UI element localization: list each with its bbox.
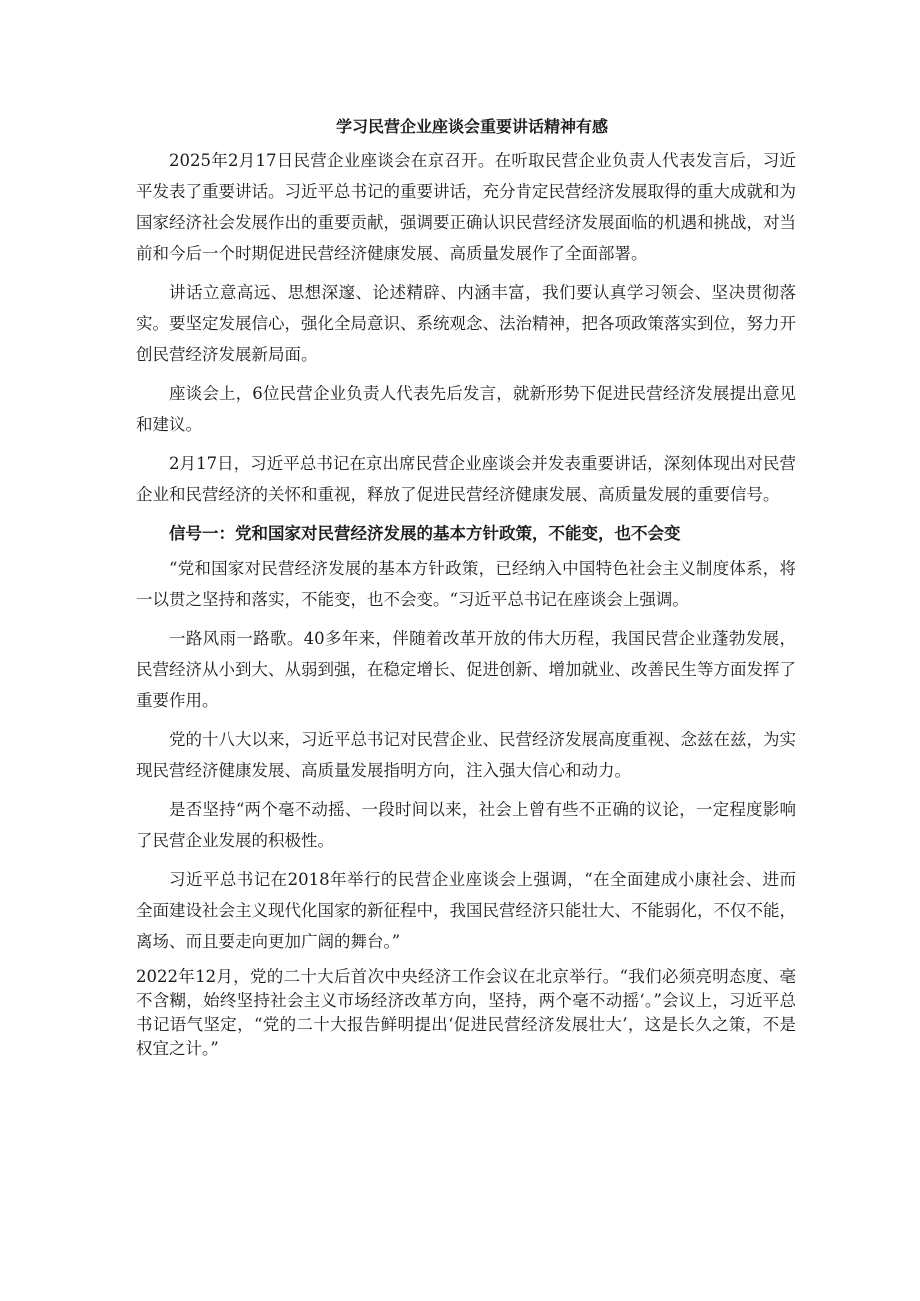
paragraph-8: 是否坚持“两个毫不动摇、一段时间以来，社会上曾有些不正确的议论，一定程度影响了民营企业发展的积极性。 [136, 800, 796, 850]
paragraph-6: 一路风雨一路歌。40多年来，伴随着改革开放的伟大历程，我国民营企业蓬勃发展，民营经济从小到大、从弱到强，在稳定增长、促进创新、增加就业、改善民生等方面发挥了重要作用。 [136, 629, 796, 710]
paragraph-9: 习近平总书记在2018年举行的民营企业座谈会上强调，“在全面建成小康社会、进而全面建设社会主义现代化国家的新征程中，我国民营经济只能壮大、不能弱化，不仅不能，离场、而且要走向更加广阔的舞台。” [136, 870, 796, 951]
paragraph-10: 2022年12月，党的二十大后首次中央经济工作会议在北京举行。“我们必须亮明态度、毫不含糊，始终坚持社会主义市场经济改革方向，坚持，两个毫不动摇‘。”会议上，习近平总书记语气坚定，“党的二十大报告鲜明提出‘促进民营经济发展壮大’，这是长久之策，不是权宜之计。” [136, 967, 796, 1058]
document-page [136, 113, 796, 1069]
paragraph-7: 党的十八大以来，习近平总书记对民营企业、民营经济发展高度重视、念兹在兹，为实现民营经济健康发展、高质量发展指明方向，注入强大信心和动力。 [136, 730, 796, 780]
paragraph-2: 讲话立意高远、思想深邃、论述精辟、内涵丰富，我们要认真学习领会、坚决贯彻落实。要坚定发展信心，强化全局意识、系统观念、法治精神，把各项政策落实到位，努力开创民营经济发展新局面。 [136, 283, 796, 364]
paragraph-1: 2025年2月17日民营企业座谈会在京召开。在听取民营企业负责人代表发言后，习近平发表了重要讲话。习近平总书记的重要讲话，充分肯定民营经济发展取得的重大成就和为国家经济社会发展作出的重要贡献，强调要正确认识民营经济发展面临的机遇和挑战，对当前和今后一个时期促进民营经济健康发展、高质量发展作了全面部署。 [136, 151, 796, 263]
document-title: 学习民营企业座谈会重要讲话精神有感 [335, 117, 608, 136]
paragraph-3: 座谈会上，6位民营企业负责人代表先后发言，就新形势下促进民营经济发展提出意见和建议。 [136, 384, 796, 434]
section-heading-signal-1: 信号一：党和国家对民营经济发展的基本方针政策，不能变，也不会变 [169, 524, 681, 543]
paragraph-5: “党和国家对民营经济发展的基本方针政策，已经纳入中国特色社会主义制度体系，将一以贯之坚持和落实，不能变，也不会变。“习近平总书记在座谈会上强调。 [136, 559, 796, 609]
paragraph-4: 2月17日，习近平总书记在京出席民营企业座谈会并发表重要讲话，深刻体现出对民营企业和民营经济的关怀和重视，释放了促进民营经济健康发展、高质量发展的重要信号。 [136, 454, 796, 504]
